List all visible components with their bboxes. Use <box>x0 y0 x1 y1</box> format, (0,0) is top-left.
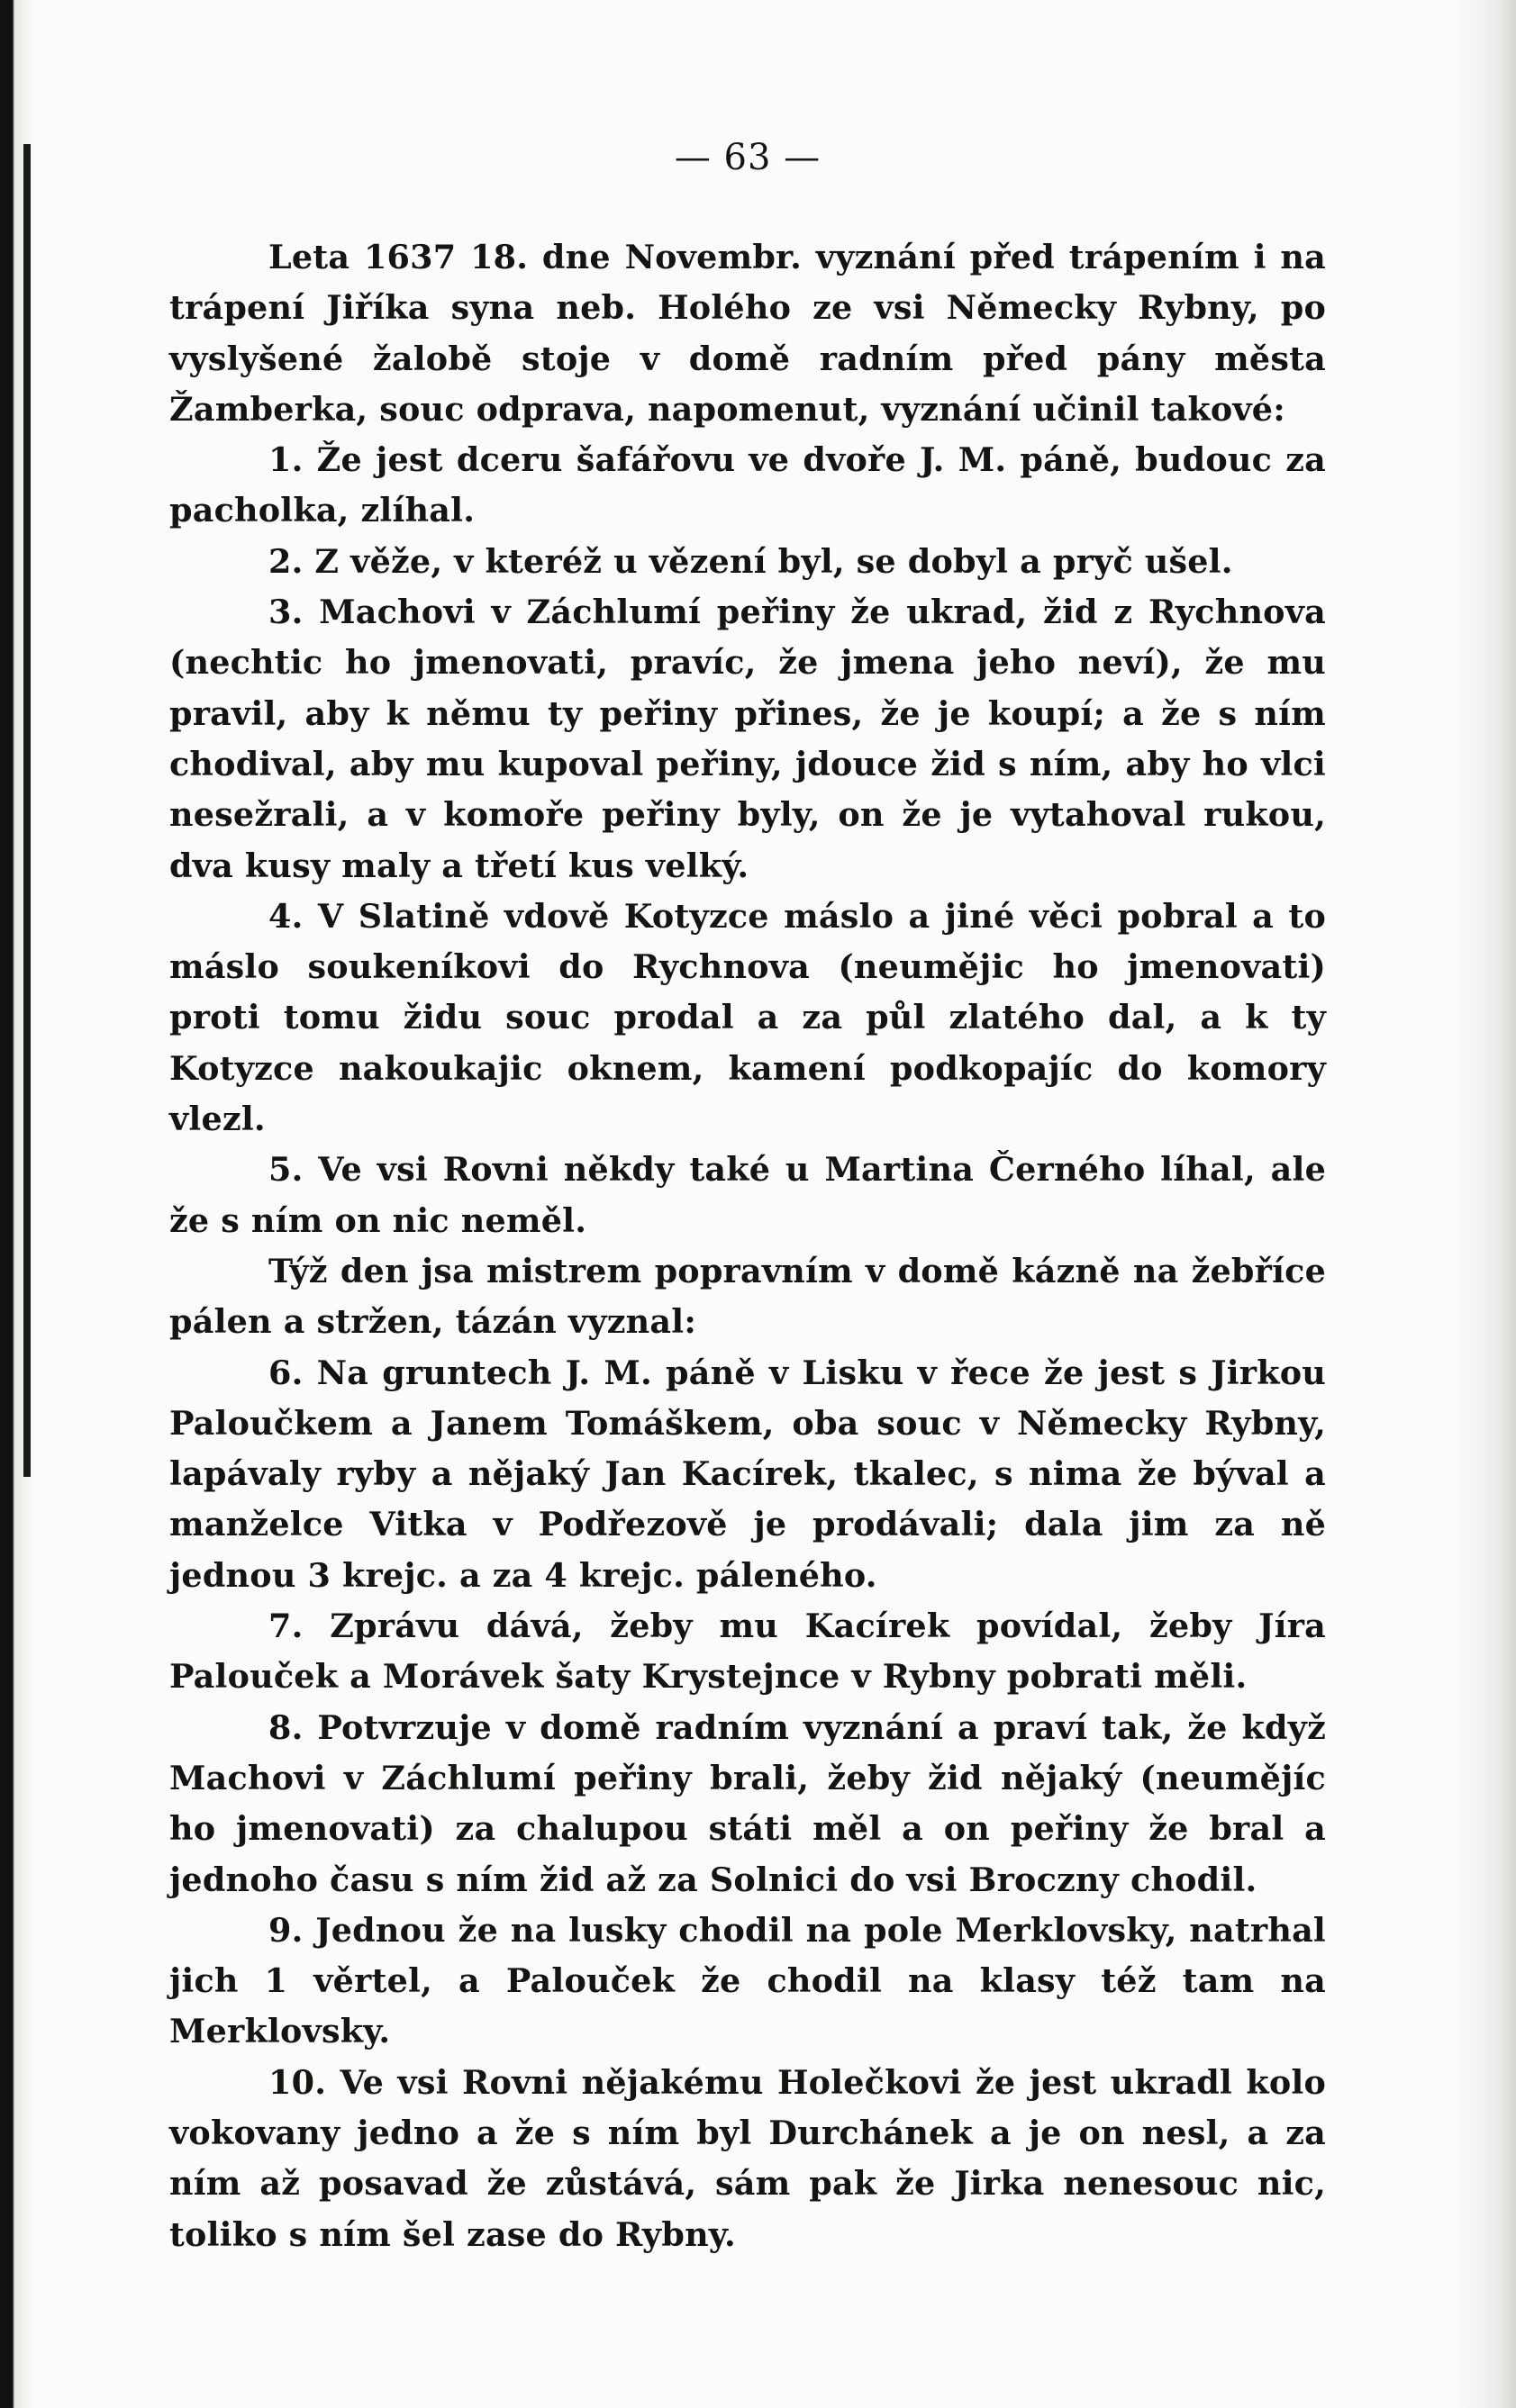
binding-shadow <box>23 144 31 1477</box>
paragraph-item-1: 1. Že jest dceru šafářovu ve dvoře J. M. páně, budouc za pacholka, zlíhal. <box>169 440 1326 530</box>
paragraph-item-7: 7. Zprávu dává, žeby mu Kacírek povídal, žeby Jíra Palouček a Morávek šaty Krystejnce v Rybny pobrati měli. <box>169 1607 1326 1697</box>
paragraph-item-2: 2. Z věže, v kteréž u vězení byl, se dobyl a pryč ušel. <box>268 541 1233 581</box>
paragraph-item-4: 4. V Slatině vdově Kotyzce máslo a jiné věci pobral a to máslo soukeníkovi do Rychnova (neumějic ho jmenovati) proti tomu židu souc prodal a za půl zlatého dal, a k ty Kotyzce nakoukajic oknem, kamení podkopajíc do komory vlezl. <box>169 896 1326 1139</box>
paragraph-item-3: 3. Machovi v Záchlumí peřiny že ukrad, žid z Rychnova (nechtic ho jmenovati, pravíc, že jmena jeho neví), že mu pravil, aby k němu ty peřiny přines, že je koupí; a že s ním chodival, aby mu kupoval peřiny, jdouce žid s ním, aby ho vlci nesežrali, a v komoře peřiny byly, on že je vytahoval rukou, dva kusy maly a třetí kus velký. <box>169 593 1326 885</box>
paragraph-item-6: 6. Na gruntech J. M. páně v Lisku v řece že jest s Jirkou Paloučkem a Janem Tomáškem, oba souc v Německy Rybny, lapávaly ryby a nějaký Jan Kacírek, tkalec, s nima že býval a manželce Vitka v Podřezově je prodávali; dala jim za ně jednou 3 krejc. a za 4 krejc. páleného. <box>169 1353 1326 1595</box>
paragraph-item-8: 8. Potvrzuje v domě radním vyznání a praví tak, že když Machovi v Záchlumí peřiny brali, žeby žid nějaký (neumějíc ho jmenovati) za chalupou státi měl a on peřiny že bral a jednoho času s ním žid až za Solnici do vsi Broczny chodil. <box>169 1707 1326 1899</box>
page-number: — 63 — <box>674 137 822 178</box>
paragraph-intro: Leta 1637 18. dne Novembr. vyznání před trápením i na trápení Jiříka syna neb. Holého ze vsi Německy Rybny, po vyslyšené žalobě stoje v domě radním před pány města Žamberka, souc odprava, napomenut, vyznání učinil takové: <box>169 238 1326 429</box>
paragraph-item-9: 9. Jednou že na lusky chodil na pole Merklovsky, natrhal jich 1 věrtel, a Palouček že chodil na klasy též tam na Merklovsky. <box>169 1910 1326 2051</box>
document-page <box>169 126 1326 2260</box>
paragraph-item-5: 5. Ve vsi Rovni někdy také u Martina Černého líhal, ale že s ním on nic neměl. <box>169 1150 1326 1240</box>
paragraph-torture-intro: Týž den jsa mistrem popravním v domě kázně na žebříce pálen a stržen, tázán vyznal: <box>169 1251 1326 1342</box>
scan-right-edge <box>1453 0 1516 2408</box>
paragraph-item-10: 10. Ve vsi Rovni nějakému Holečkovi že jest ukradl kolo vokovany jedno a že s ním byl Durchánek a je on nesl, a za ním až posavad že zůstává, sám pak že Jirka nenesouc nic, toliko s ním šel zase do Rybny. <box>169 2062 1326 2254</box>
